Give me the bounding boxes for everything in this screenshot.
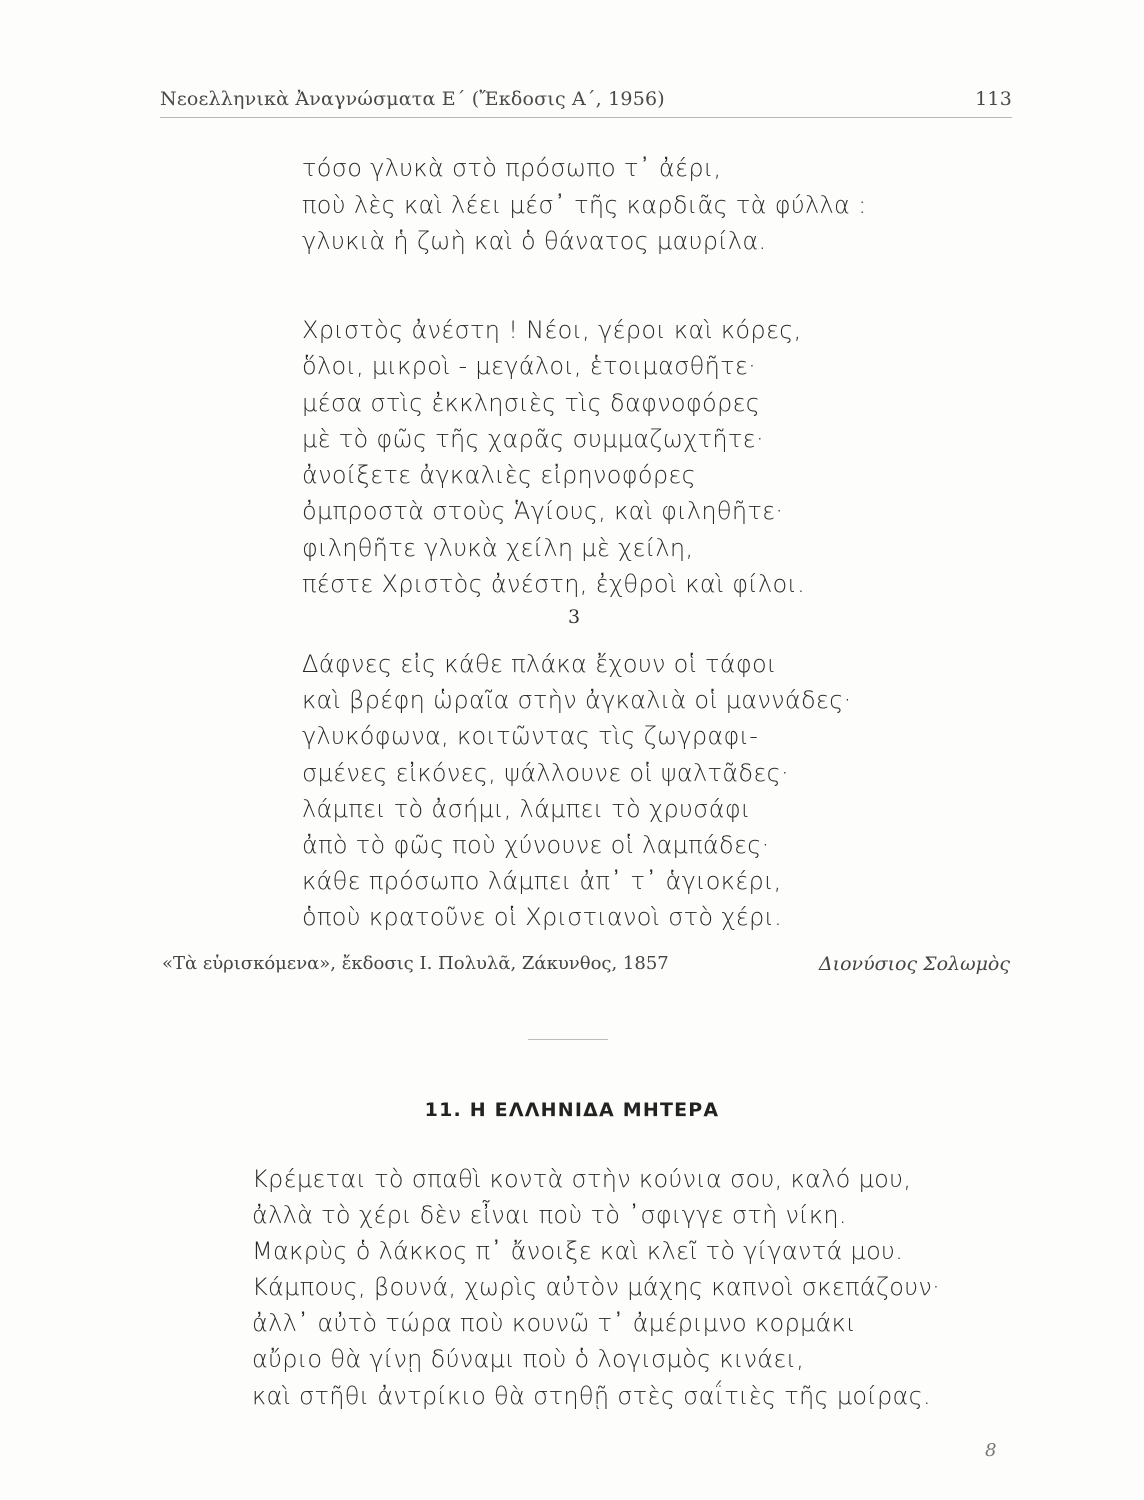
poem-title: 11. Η ΕΛΛΗΝΙΔΑ ΜΗΤΕΡΑ (424, 1099, 720, 1121)
verse-line: Μακρὺς ὁ λάκκος π᾽ ἄνοιξε καὶ κλεῖ τὸ γίγαντά μου. (252, 1237, 904, 1266)
verse-line: ἀπὸ τὸ φῶς ποὺ χύνουνε οἱ λαμπάδες· (302, 831, 770, 860)
section-number: 3 (568, 606, 581, 628)
stanza-continuation (302, 150, 866, 260)
verse-line: γλυκόφωνα, κοιτῶντας τὶς ζωγραφι- (302, 722, 759, 751)
margin-mark: 8 (985, 1440, 997, 1461)
verse-line: ἀλλ᾽ αὐτὸ τώρα ποὺ κουνῶ τ᾽ ἀμέριμνο κορμάκι (252, 1309, 856, 1338)
verse-line: πέστε Χριστὸς ἀνέστη, ἐχθροὶ καὶ φίλοι. (302, 570, 806, 599)
verse-line: αὔριο θὰ γίνῃ δύναμι ποὺ ὁ λογισμὸς κινάει, (252, 1345, 805, 1374)
section-separator (528, 1039, 608, 1040)
verse-line: καὶ στῆθι ἀντρίκιο θὰ στηθῇ στὲς σαΐτιὲς τῆς μοίρας. (252, 1381, 931, 1410)
header-title: Νεοελληνικὰ Ἀναγνώσματα Ε΄ (Ἔκδοσις Α΄, 1956) (160, 88, 665, 110)
verse-line: λάμπει τὸ ἀσήμι, λάμπει τὸ χρυσάφι (302, 794, 751, 823)
stanza-christos-anesti (302, 312, 805, 602)
verse-line: φιληθῆτε γλυκὰ χείλη μὲ χείλη, (302, 533, 694, 562)
verse-line: κάθε πρόσωπο λάμπει ἀπ᾽ τ᾽ ἁγιοκέρι, (302, 867, 782, 896)
verse-line: σμένες εἰκόνες, ψάλλουνε οἱ ψαλτᾶδες· (302, 758, 789, 787)
verse-line: ἀλλὰ τὸ χέρι δὲν εἶναι ποὺ τὸ ᾽σφιγγε στὴ νίκη. (252, 1201, 847, 1230)
verse-line: τόσο γλυκὰ στὸ πρόσωπο τ᾽ ἀέρι, (302, 154, 722, 182)
verse-line: ὀμπροστὰ στοὺς Ἁγίους, καὶ φιληθῆτε· (302, 497, 784, 526)
stanza-elliniida-mitera (252, 1161, 940, 1414)
verse-line: Δάφνες εἰς κάθε πλάκα ἔχουν οἱ τάφοι (302, 650, 777, 678)
verse-line: ὁποὺ κρατοῦνε οἱ Χριστιανοὶ στὸ χέρι. (302, 903, 783, 932)
verse-line: Κρέμεται τὸ σπαθὶ κοντὰ στὴν κούνια σου, καλό μου, (252, 1165, 912, 1193)
verse-line: ὅλοι, μικροὶ - μεγάλοι, ἑτοιμασθῆτε· (302, 352, 757, 381)
verse-line: ποὺ λὲς καὶ λέει μέσ᾽ τῆς καρδιᾶς τὰ φύλλα : (302, 190, 867, 219)
page-number: 113 (975, 88, 1012, 110)
source-citation: «Τὰ εὑρισκόμενα», ἔκδοσις Ι. Πολυλᾶ, Ζάκυνθος, 1857 (162, 953, 669, 974)
verse-line: μὲ τὸ φῶς τῆς χαρᾶς συμμαζωχτῆτε· (302, 424, 764, 453)
verse-line: Κάμπους, βουνά, χωρὶς αὐτὸν μάχης καπνοὶ σκεπάζουν· (252, 1273, 941, 1302)
verse-line: μέσα στὶς ἐκκλησιὲς τὶς δαφνοφόρες (302, 388, 761, 417)
verse-line: Χριστὸς ἀνέστη ! Νέοι, γέροι καὶ κόρες, (302, 316, 802, 344)
verse-line: ἀνοίξετε ἀγκαλιὲς εἰρηνοφόρες (302, 461, 697, 490)
header-rule (160, 117, 1012, 118)
verse-line: γλυκιὰ ἡ ζωὴ καὶ ὁ θάνατος μαυρίλα. (302, 227, 767, 255)
author-name: Διονύσιος Σολωμὸς (818, 953, 1010, 975)
verse-line: καὶ βρέφη ὡραῖα στὴν ἀγκαλιὰ οἱ μαννάδες· (302, 686, 852, 715)
stanza-section-3 (302, 646, 852, 936)
